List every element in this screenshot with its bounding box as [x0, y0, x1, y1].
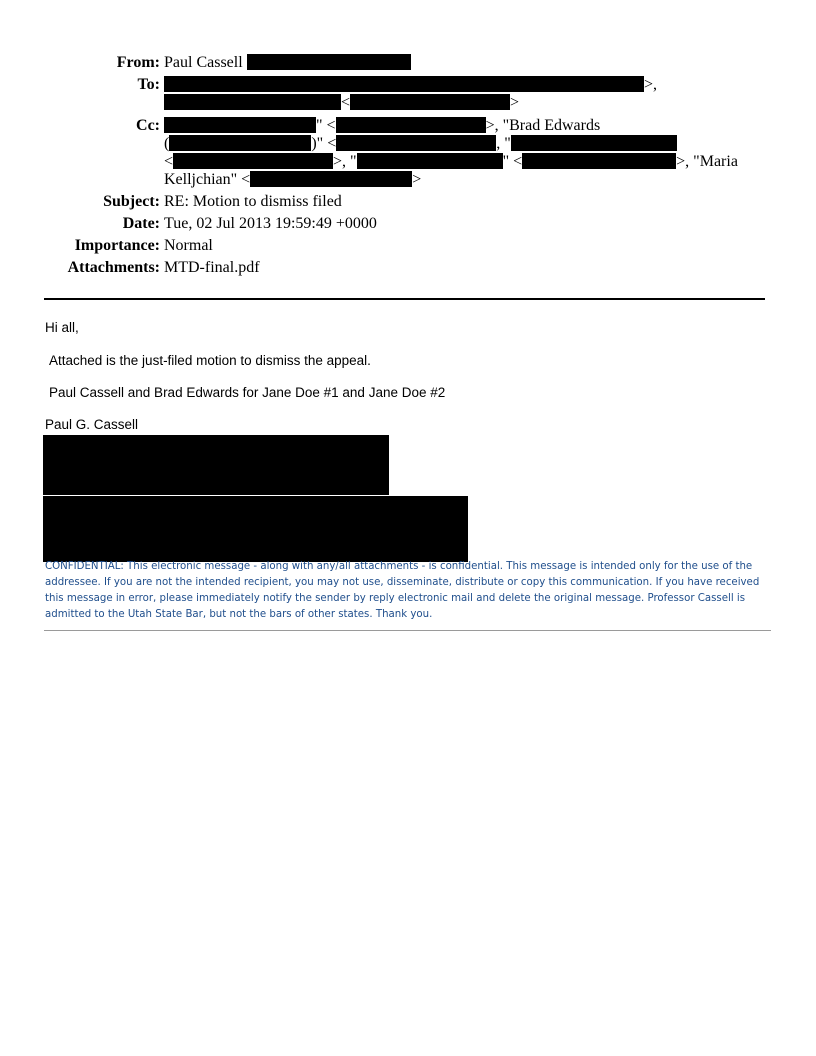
to-line2-gt: >	[510, 94, 520, 111]
redaction	[511, 135, 677, 151]
cc-line1-tail: >, "Brad Edwards	[485, 117, 601, 134]
cc-row-2	[164, 135, 677, 153]
cc-line3-tail: >, "Maria	[676, 153, 738, 170]
greeting: Hi all,	[45, 320, 79, 335]
to-line2-lt: <	[341, 94, 351, 111]
redaction	[336, 117, 486, 133]
cc-line3-q: " <	[502, 153, 523, 170]
cc-label: Cc:	[136, 117, 160, 134]
from-name: Paul Cassell	[164, 54, 243, 71]
cc-line3-mid: >, "	[333, 153, 357, 170]
to-line1-tail: >,	[644, 76, 658, 93]
redaction	[169, 135, 311, 151]
signature-redaction	[43, 435, 389, 495]
redaction	[350, 94, 510, 110]
from-label: From:	[116, 54, 160, 71]
cc-line2-mid: )" <	[311, 135, 337, 152]
redaction	[336, 135, 496, 151]
cc-line3-lt: <	[164, 153, 174, 170]
cc-value	[164, 117, 600, 135]
redaction	[164, 76, 644, 92]
to-value	[164, 76, 657, 94]
redaction	[173, 153, 333, 169]
importance-value: Normal	[164, 237, 213, 254]
date-value: Tue, 02 Jul 2013 19:59:49 +0000	[164, 215, 377, 232]
redaction	[164, 94, 341, 110]
subject-value: RE: Motion to dismiss filed	[164, 193, 342, 210]
redaction	[522, 153, 676, 169]
importance-label: Importance:	[74, 237, 160, 254]
date-label: Date:	[122, 215, 160, 232]
confidentiality-notice: CONFIDENTIAL: This electronic message - along with any/all attachments - is confidential. This message is intended only for the use of the addressee. If you are not the intended recipient, you may not use, disseminate, distribute or copy this communication. If you have received this message in error, please immediately notify the sender by reply electronic mail and delete the original message. Professor Cassell is admitted to the Utah State Bar, but not the bars of other states. Thank you.	[45, 561, 760, 620]
body-line-1: Attached is the just-filed motion to dismiss the appeal.	[49, 353, 371, 368]
attachment-link[interactable]: MTD-final.pdf	[164, 259, 260, 276]
redaction	[250, 171, 412, 187]
to-label: To:	[137, 76, 160, 93]
body-line-2: Paul Cassell and Brad Edwards for Jane Doe #1 and Jane Doe #2	[49, 385, 446, 400]
redaction	[247, 54, 411, 70]
cc-line2-open: (	[164, 135, 170, 152]
cc-line4-gt: >	[412, 171, 422, 188]
subject-label: Subject:	[103, 193, 160, 210]
cc-row-3	[164, 153, 738, 171]
header-divider	[44, 298, 765, 300]
redaction	[357, 153, 503, 169]
attachments-label: Attachments:	[67, 259, 160, 276]
cc-line2-tail: , "	[496, 135, 511, 152]
from-value	[164, 54, 411, 72]
redaction	[164, 117, 316, 133]
signature-name: Paul G. Cassell	[45, 417, 139, 432]
to-row-2	[164, 94, 519, 112]
cc-row-4	[164, 171, 421, 189]
signature-redaction	[43, 496, 468, 562]
cc-line1-q: " <	[316, 117, 336, 134]
cc-line4-text: Kelljchian" <	[164, 171, 251, 188]
footer-rule	[44, 630, 771, 631]
